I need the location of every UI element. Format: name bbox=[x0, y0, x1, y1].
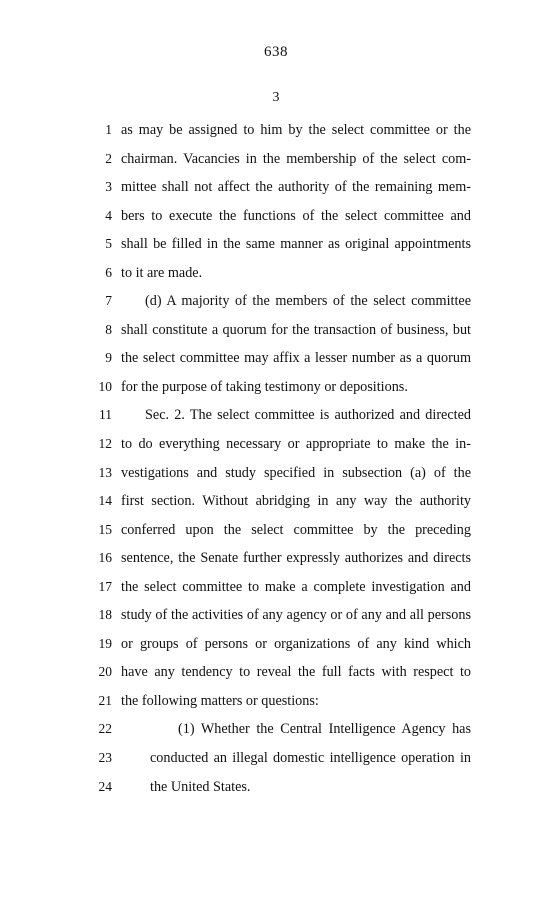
text-line bbox=[0, 544, 552, 573]
line-number: 7 bbox=[105, 293, 112, 309]
line-text: for the purpose of taking testimony or depositions. bbox=[121, 378, 408, 395]
text-line bbox=[0, 715, 552, 744]
line-number: 23 bbox=[98, 750, 112, 766]
text-line bbox=[0, 401, 552, 430]
line-text: the select committee to make a complete investigation and bbox=[121, 578, 471, 595]
line-number: 2 bbox=[105, 150, 112, 166]
line-number: 10 bbox=[98, 378, 112, 394]
text-line bbox=[0, 773, 552, 802]
text-line bbox=[0, 744, 552, 773]
text-line bbox=[0, 658, 552, 687]
text-line bbox=[0, 344, 552, 373]
bill-text-body bbox=[0, 116, 552, 801]
line-text: shall be filled in the same manner as original appointments bbox=[121, 236, 471, 253]
line-number: 24 bbox=[98, 778, 112, 794]
line-number: 21 bbox=[98, 692, 112, 708]
line-number: 15 bbox=[98, 521, 112, 537]
line-number: 11 bbox=[99, 407, 112, 423]
text-line bbox=[0, 116, 552, 145]
text-line bbox=[0, 516, 552, 545]
line-text: the select committee may affix a lesser number as a quorum bbox=[121, 350, 471, 367]
line-number: 13 bbox=[98, 464, 112, 480]
line-text: shall constitute a quorum for the transaction of business, but bbox=[121, 321, 471, 338]
line-text: conducted an illegal domestic intelligence operation in bbox=[150, 750, 471, 767]
line-text: bers to execute the functions of the select committee and bbox=[121, 207, 471, 224]
line-number: 14 bbox=[98, 493, 112, 509]
line-text: (d) A majority of the members of the select committee bbox=[145, 293, 471, 310]
text-line bbox=[0, 173, 552, 202]
text-line bbox=[0, 230, 552, 259]
line-text: as may be assigned to him by the select committee or the bbox=[121, 122, 471, 138]
text-line bbox=[0, 601, 552, 630]
line-text: have any tendency to reveal the full facts with respect to bbox=[121, 664, 471, 681]
line-number: 16 bbox=[98, 550, 112, 566]
text-line bbox=[0, 202, 552, 231]
line-text: or groups of persons or organizations of any kind which bbox=[121, 635, 471, 652]
line-number: 4 bbox=[105, 207, 112, 223]
line-text: study of the activities of any agency or of any and all persons bbox=[121, 607, 471, 624]
line-text: (1) Whether the Central Intelligence Agency has bbox=[178, 721, 471, 738]
text-line bbox=[0, 630, 552, 659]
text-line bbox=[0, 373, 552, 402]
text-line bbox=[0, 259, 552, 288]
line-text: to do everything necessary or appropriate to make the in- bbox=[121, 436, 471, 453]
text-line bbox=[0, 287, 552, 316]
line-text: Sec. 2. The select committee is authorized and directed bbox=[145, 407, 471, 424]
line-number: 1 bbox=[105, 122, 112, 137]
line-number: 19 bbox=[98, 635, 112, 651]
line-text: sentence, the Senate further expressly authorizes and directs bbox=[121, 550, 471, 567]
text-line bbox=[0, 573, 552, 602]
line-text: to it are made. bbox=[121, 264, 203, 281]
line-number: 22 bbox=[98, 721, 112, 737]
line-text: vestigations and study specified in subsection (a) of the bbox=[121, 464, 471, 481]
line-text: the United States. bbox=[150, 778, 251, 795]
text-line bbox=[0, 316, 552, 345]
text-line bbox=[0, 145, 552, 174]
line-number: 3 bbox=[105, 179, 112, 195]
text-line bbox=[0, 687, 552, 716]
line-text: mittee shall not affect the authority of the remaining mem- bbox=[121, 179, 471, 196]
line-number: 5 bbox=[105, 236, 112, 252]
line-number: 18 bbox=[98, 607, 112, 623]
line-number: 17 bbox=[98, 578, 112, 594]
bill-page-number: 3 bbox=[272, 90, 280, 105]
page-number: 638 bbox=[264, 44, 288, 60]
text-line bbox=[0, 430, 552, 459]
line-text: conferred upon the select committee by the preceding bbox=[121, 521, 471, 538]
line-number: 8 bbox=[105, 321, 112, 337]
text-line bbox=[0, 459, 552, 488]
text-line bbox=[0, 487, 552, 516]
line-number: 12 bbox=[98, 436, 112, 452]
line-number: 6 bbox=[105, 264, 112, 280]
line-text: chairman. Vacancies in the membership of the select com- bbox=[121, 150, 471, 167]
line-text: the following matters or questions: bbox=[121, 692, 319, 709]
line-number: 9 bbox=[105, 350, 112, 366]
line-number: 20 bbox=[98, 664, 112, 680]
line-text: first section. Without abridging in any way the authority bbox=[121, 493, 471, 510]
